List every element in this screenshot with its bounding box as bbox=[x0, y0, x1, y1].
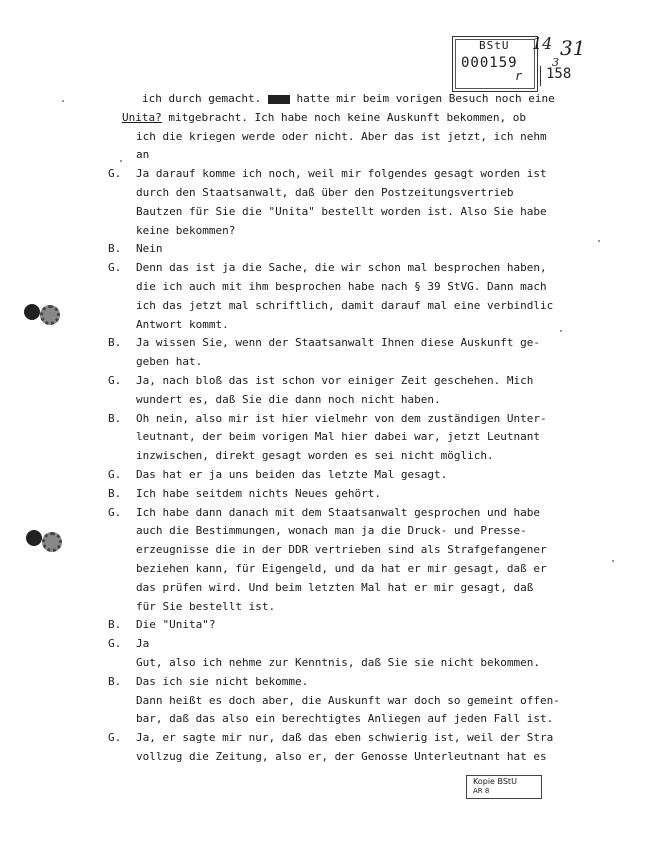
scan-speck bbox=[120, 160, 122, 162]
speaker-label: B. bbox=[108, 675, 122, 688]
stamp-number: 000159 bbox=[461, 55, 518, 71]
transcript-text: Ich habe seitdem nichts Neues gehört. bbox=[136, 487, 382, 500]
speaker-label: G. bbox=[108, 506, 122, 519]
transcript-line bbox=[136, 130, 547, 143]
transcript-text: Unita? bbox=[122, 111, 162, 124]
transcript-line bbox=[136, 393, 441, 406]
transcript-line bbox=[136, 242, 163, 255]
transcript-text: Ja darauf komme ich noch, weil mir folgendes gesagt worden ist bbox=[136, 167, 547, 180]
transcript-line bbox=[136, 336, 540, 349]
transcript-line bbox=[136, 562, 547, 575]
transcript-text: das prüfen wird. Und beim letzten Mal hat er mir gesagt, daß bbox=[136, 581, 534, 594]
transcript-text: ich die kriegen werde oder nicht. Aber das ist jetzt, ich nehm bbox=[136, 130, 547, 143]
transcript-line bbox=[136, 167, 547, 180]
transcript-line bbox=[136, 468, 447, 481]
transcript-text: an bbox=[136, 148, 150, 161]
transcript-line bbox=[136, 355, 202, 368]
transcript-text: inzwischen, direkt gesagt worden es sei nicht möglich. bbox=[136, 449, 494, 462]
scan-speck bbox=[560, 330, 562, 332]
transcript-text: Dann heißt es doch aber, die Auskunft war doch so gemeint offen- bbox=[136, 694, 560, 707]
transcript-line bbox=[136, 261, 547, 274]
speaker-label: G. bbox=[108, 167, 122, 180]
transcript-line bbox=[136, 675, 308, 688]
transcript-line bbox=[142, 92, 555, 105]
transcript-text: Ja, nach bloß das ist schon vor einiger Zeit geschehen. Mich bbox=[136, 374, 534, 387]
transcript-line bbox=[136, 186, 514, 199]
transcript-text: durch den Staatsanwalt, daß über den Postzeitungsvertrieb bbox=[136, 186, 514, 199]
transcript-text: für Sie bestellt ist. bbox=[136, 600, 276, 613]
transcript-text: keine bekommen? bbox=[136, 224, 236, 237]
scan-speck bbox=[598, 240, 600, 242]
transcript-line bbox=[136, 543, 547, 556]
transcript-line bbox=[136, 148, 149, 161]
transcript-text: geben hat. bbox=[136, 355, 203, 368]
transcript-text: Denn das ist ja die Sache, die wir schon mal besprochen haben, bbox=[136, 261, 547, 274]
transcript-text: Nein bbox=[136, 242, 163, 255]
footer-stamp-line2: AR 8 bbox=[473, 787, 490, 795]
transcript-text: Antwort kommt. bbox=[136, 318, 229, 331]
transcript-text-cont: hatte mir beim vorigen Besuch noch eine bbox=[289, 92, 555, 105]
transcript-line bbox=[136, 487, 381, 500]
transcript-text: Oh nein, also mir ist hier vielmehr von dem zuständigen Unter- bbox=[136, 412, 547, 425]
transcript-line bbox=[136, 430, 540, 443]
transcript-text: ich durch gemacht. bbox=[142, 92, 262, 105]
transcript-text: Das hat er ja uns beiden das letzte Mal gesagt. bbox=[136, 468, 448, 481]
transcript-text: Die "Unita"? bbox=[136, 618, 216, 631]
punch-hole-bottom bbox=[26, 530, 42, 546]
speaker-label: B. bbox=[108, 487, 122, 500]
punch-hole-top-ring bbox=[40, 305, 60, 325]
transcript-line bbox=[136, 731, 553, 744]
footer-stamp bbox=[466, 775, 542, 799]
speaker-label: G. bbox=[108, 468, 122, 481]
transcript-text: beziehen kann, für Eigengeld, und da hat er mir gesagt, daß er bbox=[136, 562, 547, 575]
transcript-line bbox=[136, 524, 527, 537]
speaker-label: B. bbox=[108, 412, 122, 425]
transcript-text: Ich habe dann danach mit dem Staatsanwalt gesprochen und habe bbox=[136, 506, 540, 519]
transcript-line bbox=[136, 656, 540, 669]
transcript-text: ich das jetzt mal schriftlich, damit darauf mal eine verbindlic bbox=[136, 299, 554, 312]
transcript-line bbox=[136, 412, 547, 425]
scan-speck bbox=[62, 100, 64, 102]
transcript-line bbox=[136, 224, 235, 237]
transcript-text: vollzug die Zeitung, also er, der Genosse Unterleutnant hat es bbox=[136, 750, 547, 763]
transcript-line bbox=[136, 506, 540, 519]
page-number: 158 bbox=[546, 66, 572, 82]
transcript-line bbox=[136, 581, 533, 594]
speaker-label: G. bbox=[108, 731, 122, 744]
handwritten-mid: 3 bbox=[552, 56, 559, 69]
speaker-label: B. bbox=[108, 336, 122, 349]
redaction-bar bbox=[268, 95, 290, 104]
transcript-text: Ja bbox=[136, 637, 150, 650]
transcript-line bbox=[136, 318, 229, 331]
transcript-text: die ich auch mit ihm besprochen habe nach § 39 StVG. Dann mach bbox=[136, 280, 547, 293]
transcript-text-cont: mitgebracht. Ich habe noch keine Auskunft bekommen, ob bbox=[161, 111, 526, 124]
transcript-line bbox=[136, 712, 553, 725]
speaker-label: G. bbox=[108, 261, 122, 274]
footer-stamp-line1: Kopie BStU bbox=[473, 777, 517, 786]
stamp-org: BStU bbox=[479, 39, 510, 52]
transcript-line bbox=[136, 694, 560, 707]
transcript-text: Das ich sie nicht bekomme. bbox=[136, 675, 309, 688]
transcript-line bbox=[136, 280, 547, 293]
archive-stamp bbox=[452, 36, 538, 92]
handwritten-number-2: 31 bbox=[560, 36, 586, 60]
transcript-text: erzeugnisse die in der DDR vertrieben sind als Strafgefangener bbox=[136, 543, 547, 556]
transcript-line bbox=[136, 618, 215, 631]
transcript-line bbox=[136, 374, 533, 387]
speaker-label: B. bbox=[108, 242, 122, 255]
transcript-text: auch die Bestimmungen, wonach man ja die Druck- und Presse- bbox=[136, 524, 527, 537]
transcript-text: leutnant, der beim vorigen Mal hier dabei war, jetzt Leutnant bbox=[136, 430, 540, 443]
punch-hole-top bbox=[24, 304, 40, 320]
transcript-line bbox=[136, 637, 149, 650]
speaker-label: G. bbox=[108, 637, 122, 650]
transcript-text: Gut, also ich nehme zur Kenntnis, daß Sie sie nicht bekommen. bbox=[136, 656, 540, 669]
transcript-line bbox=[136, 750, 547, 763]
transcript-text: wundert es, daß Sie die dann noch nicht haben. bbox=[136, 393, 441, 406]
transcript-line bbox=[122, 111, 526, 124]
punch-hole-bottom-ring bbox=[42, 532, 62, 552]
transcript-text: bar, daß das also ein berechtigtes Anliegen auf jeden Fall ist. bbox=[136, 712, 554, 725]
transcript-line bbox=[136, 299, 553, 312]
stamp-mark: r bbox=[515, 69, 523, 83]
transcript-line bbox=[136, 600, 275, 613]
transcript-text: Ja wissen Sie, wenn der Staatsanwalt Ihnen diese Auskunft ge- bbox=[136, 336, 540, 349]
handwritten-number-1: 14 bbox=[532, 34, 553, 53]
scan-speck bbox=[612, 560, 614, 562]
transcript-line bbox=[136, 205, 547, 218]
speaker-label: G. bbox=[108, 374, 122, 387]
speaker-label: B. bbox=[108, 618, 122, 631]
transcript-text: Ja, er sagte mir nur, daß das eben schwierig ist, weil der Stra bbox=[136, 731, 554, 744]
transcript-line bbox=[136, 449, 494, 462]
transcript-text: Bautzen für Sie die "Unita" bestellt worden ist. Also Sie habe bbox=[136, 205, 547, 218]
